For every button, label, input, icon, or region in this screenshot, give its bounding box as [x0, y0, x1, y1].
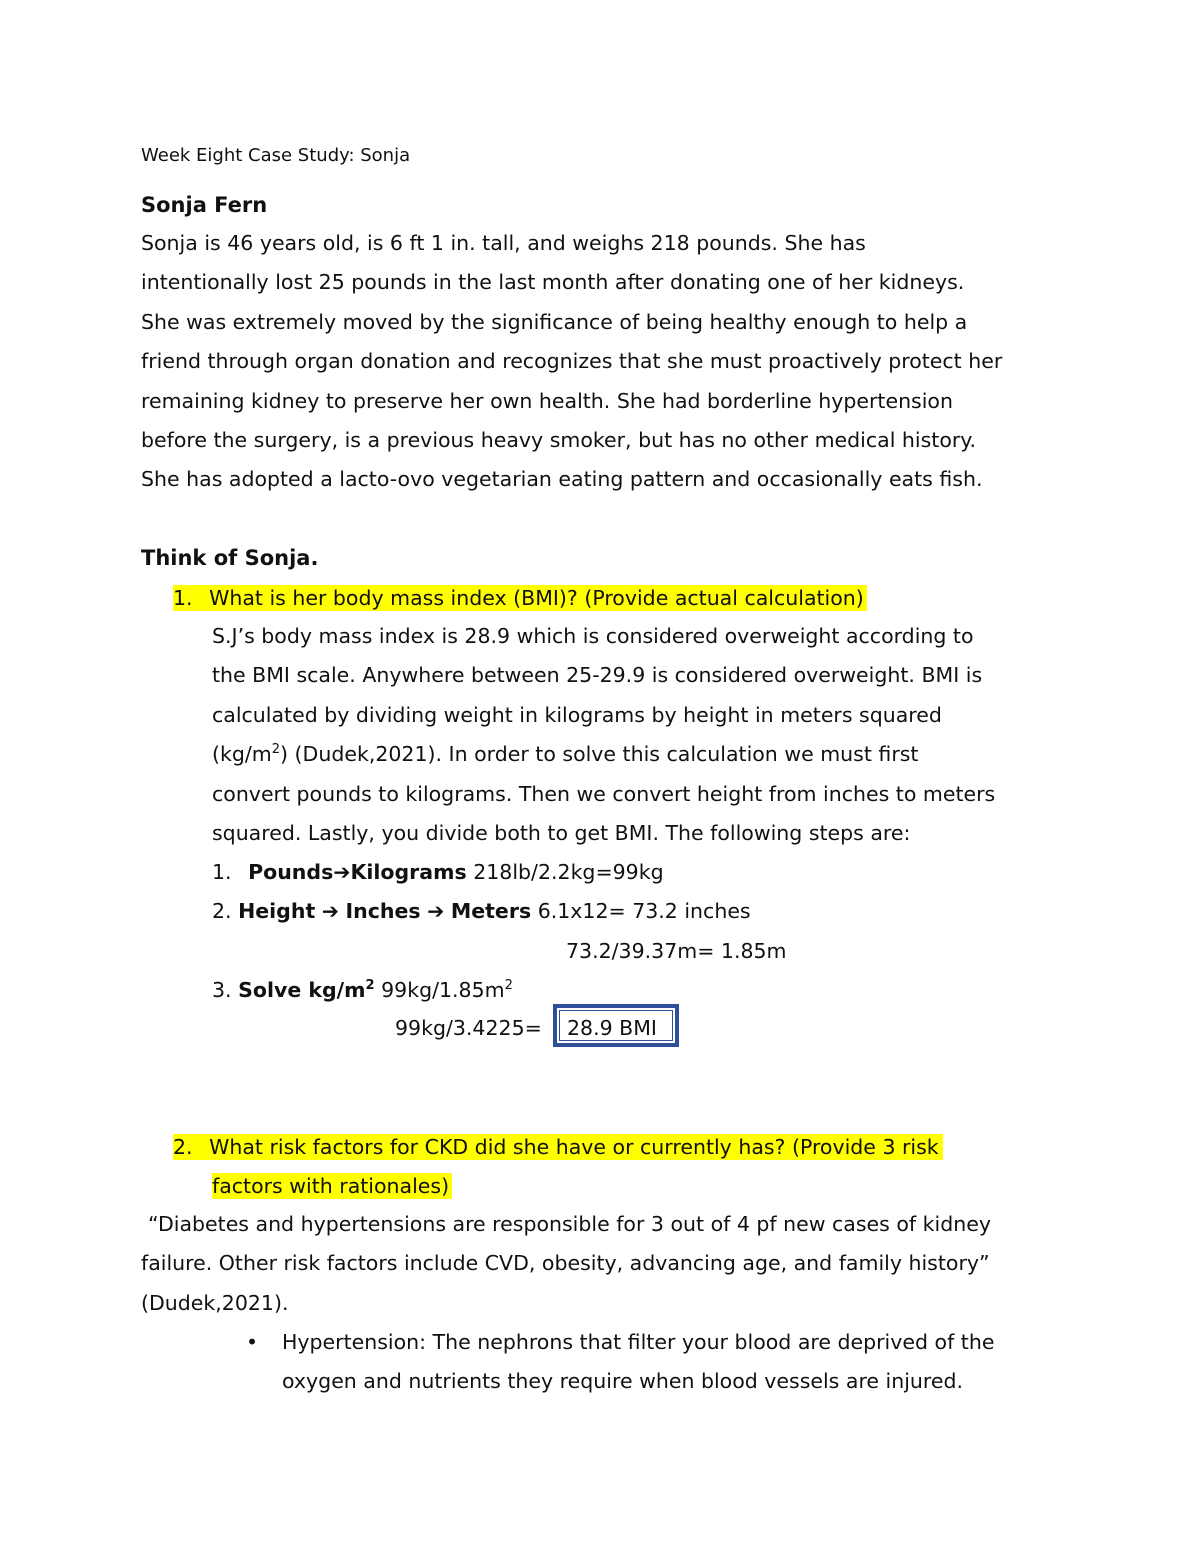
exponent: 2	[365, 978, 375, 993]
arrow-right-icon: ➔	[427, 899, 445, 923]
unit-text-rest: ) (Dudek,2021). In order to solve this calculation we must first	[280, 742, 919, 767]
document-title: Week Eight Case Study: Sonja	[141, 145, 411, 166]
quote-line: failure. Other risk factors include CVD, obesity, advancing age, and family history”	[141, 1251, 990, 1276]
calc-step-2	[212, 899, 751, 923]
answer-line-unit	[212, 735, 995, 774]
answer-line: squared. Lastly, you divide both to get BMI. The following steps are:	[212, 821, 911, 846]
calc-step-1	[212, 860, 664, 884]
unit-text: (kg/m	[212, 742, 272, 767]
bullet-line: Hypertension: The nephrons that filter your blood are deprived of the	[282, 1330, 995, 1354]
step-calc: 218lb/2.2kg=99kg	[473, 860, 664, 884]
intro-line: She has adopted a lacto-ovo vegetarian eating pattern and occasionally eats fish.	[141, 467, 983, 492]
intro-line: intentionally lost 25 pounds in the last month after donating one of her kidneys.	[141, 270, 965, 295]
intro-line: friend through organ donation and recognizes that she must proactively protect her	[141, 349, 1003, 374]
bullet-line: oxygen and nutrients they require when blood vessels are injured.	[282, 1369, 964, 1394]
step-label: Inches	[345, 899, 421, 923]
step-number: 2.	[212, 899, 232, 923]
question-text: What risk factors for CKD did she have or currently has? (Provide 3 risk	[209, 1135, 939, 1159]
question-2	[173, 1134, 943, 1160]
section-heading: Think of Sonja.	[141, 546, 319, 570]
step-label: Meters	[450, 899, 532, 923]
bullet-item	[282, 1323, 994, 1402]
step-label: Height	[238, 899, 316, 923]
step-number: 1.	[212, 860, 232, 884]
patient-heading: Sonja Fern	[141, 193, 268, 217]
bullet-icon: •	[246, 1330, 259, 1354]
answer-line: calculated by dividing weight in kilograms by height in meters squared	[212, 702, 942, 727]
step-calc: 99kg/1.85m	[381, 978, 505, 1002]
intro-line: before the surgery, is a previous heavy smoker, but has no other medical history.	[141, 428, 977, 453]
step-label: Pounds	[248, 860, 334, 884]
question-1	[173, 585, 867, 611]
quote-line: (Dudek,2021).	[141, 1290, 289, 1315]
question-number: 2.	[173, 1135, 193, 1159]
step-calc: 6.1x12= 73.2 inches	[537, 899, 751, 923]
intro-line: Sonja is 46 years old, is 6 ft 1 in. tall, and weighs 218 pounds. She has	[141, 231, 866, 255]
step-label: Solve kg/m	[238, 978, 366, 1002]
question-text: What is her body mass index (BMI)? (Provide actual calculation)	[209, 586, 864, 610]
calc-step-3	[212, 978, 513, 1002]
intro-line: remaining kidney to preserve her own health. She had borderline hypertension	[141, 388, 953, 413]
intro-line: She was extremely moved by the significance of being healthy enough to help a	[141, 309, 968, 334]
question-number: 1.	[173, 586, 193, 610]
bmi-result: 28.9 BMI	[567, 1016, 657, 1040]
step-number: 3.	[212, 978, 232, 1002]
calc-step-2-continued: 73.2/39.37m= 1.85m	[566, 939, 787, 963]
q1-answer	[212, 617, 995, 853]
quote-line: “Diabetes and hypertensions are responsible for 3 out of 4 pf new cases of kidney	[148, 1212, 991, 1236]
step-label: Kilograms	[350, 860, 467, 884]
answer-line: S.J’s body mass index is 28.9 which is considered overweight according to	[212, 624, 974, 648]
arrow-right-icon: ➔	[321, 899, 339, 923]
answer-line: the BMI scale. Anywhere between 25-29.9 is considered overweight. BMI is	[212, 663, 983, 688]
q2-quote	[141, 1205, 991, 1323]
exponent: 2	[504, 978, 513, 993]
exponent: 2	[271, 742, 281, 758]
intro-paragraph	[141, 224, 1002, 500]
question-2-continued: factors with rationales)	[212, 1173, 452, 1199]
answer-line: convert pounds to kilograms. Then we convert height from inches to meters	[212, 781, 996, 806]
calc-step-3-continued: 99kg/3.4225=	[395, 1016, 542, 1040]
arrow-right-icon: ➔	[333, 860, 351, 884]
bmi-result-box	[553, 1004, 679, 1047]
